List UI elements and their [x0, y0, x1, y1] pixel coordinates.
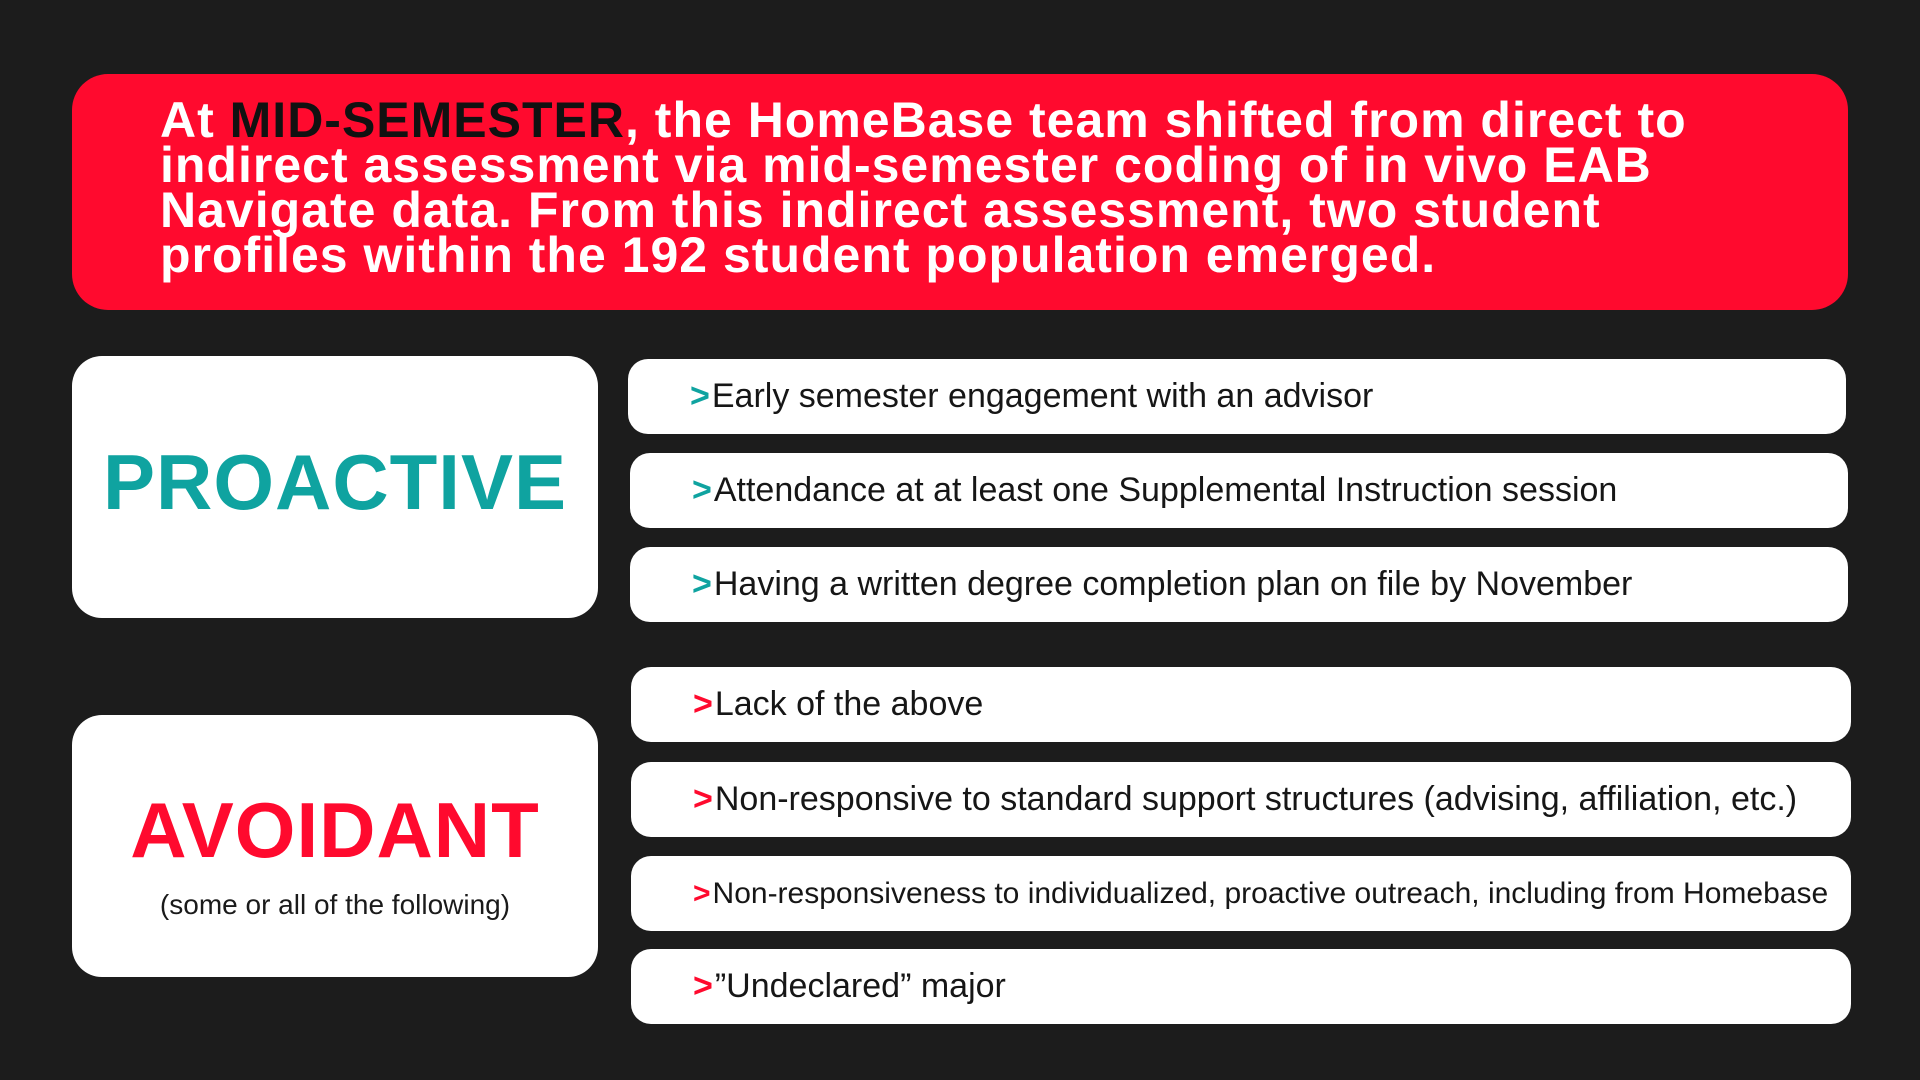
arrow-marker-icon: > [693, 780, 713, 818]
banner-text-end: , the HomeBase team shifted from direct to indirect assessment via mid-semester coding of in vivo EAB Navigate data. From this indirect assessment, two student profiles within the 192 student population emerged. [160, 92, 1687, 283]
arrow-marker-icon: > [690, 377, 710, 415]
avoidant-item-text: Lack of the above [714, 685, 984, 723]
proactive-item-text: Early semester engagement with an advisor [711, 377, 1374, 415]
arrow-marker-icon: > [692, 565, 712, 603]
avoidant-item-text: Non-responsiveness to individualized, proactive outreach, including from Homebase [712, 876, 1829, 910]
arrow-marker-icon: > [693, 685, 713, 723]
avoidant-subtitle: (some or all of the following) [159, 889, 511, 920]
avoidant-title: AVOIDANT [130, 786, 540, 874]
proactive-item-text: Having a written degree completion plan on file by November [713, 565, 1633, 603]
banner-highlight: MID-SEMESTER [229, 92, 626, 148]
avoidant-item [631, 762, 1851, 837]
avoidant-item [631, 949, 1851, 1024]
proactive-card [72, 356, 598, 618]
avoidant-item [631, 667, 1851, 742]
proactive-item [630, 547, 1848, 622]
avoidant-card [72, 715, 598, 977]
arrow-marker-icon: > [693, 967, 713, 1005]
banner-text-start: At [160, 92, 230, 148]
intro-banner [72, 74, 1848, 310]
proactive-title: PROACTIVE [102, 438, 568, 526]
arrow-marker-icon: > [692, 471, 712, 509]
avoidant-item-text: ”Undeclared” major [714, 967, 1006, 1005]
arrow-marker-icon: > [693, 876, 711, 910]
proactive-item-text: Attendance at at least one Supplemental Instruction session [713, 471, 1618, 509]
proactive-item [630, 453, 1848, 528]
proactive-item [628, 359, 1846, 434]
avoidant-item [631, 856, 1851, 931]
avoidant-item-text: Non-responsive to standard support structures (advising, affiliation, etc.) [714, 780, 1798, 818]
